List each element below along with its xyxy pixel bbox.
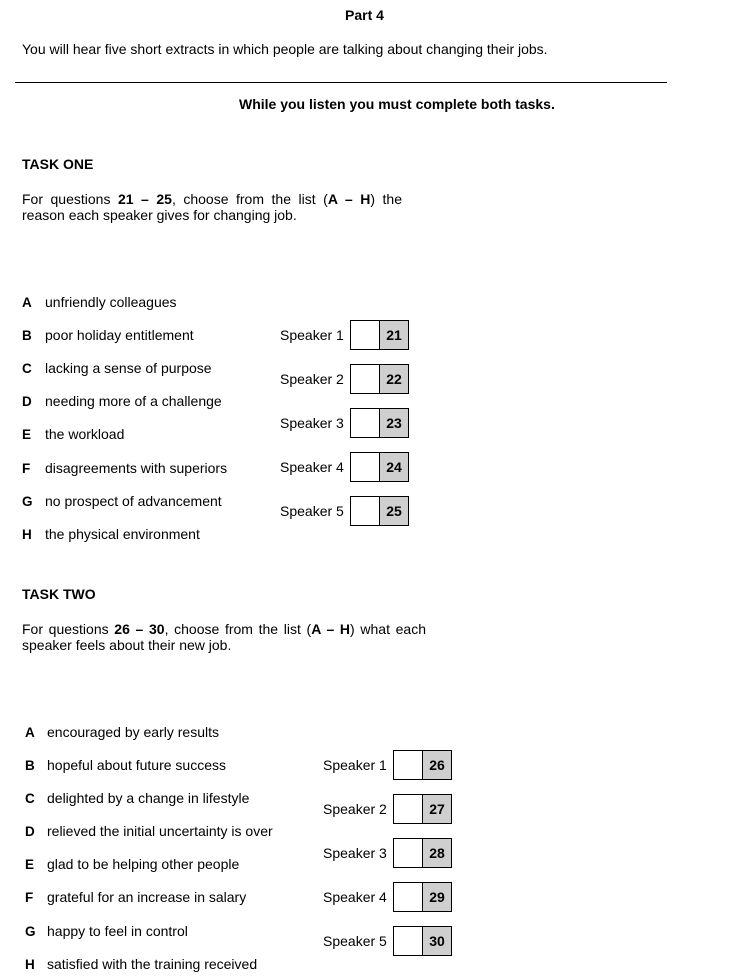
part-title: Part 4 xyxy=(345,7,384,23)
speaker-row xyxy=(323,794,452,824)
option-letter: D xyxy=(22,394,32,409)
instr-mid: , choose from the list ( xyxy=(171,191,328,207)
answer-input[interactable] xyxy=(351,453,380,481)
instr-range: 26 – 30 xyxy=(114,621,165,637)
question-number: 24 xyxy=(380,453,408,481)
option-text: disagreements with superiors xyxy=(45,460,228,476)
speaker-row xyxy=(280,364,409,394)
option-letter: G xyxy=(22,494,33,509)
option-b xyxy=(25,757,35,773)
option-letter: D xyxy=(25,824,35,839)
answer-input[interactable] xyxy=(351,365,380,393)
option-text: grateful for an increase in salary xyxy=(47,889,247,905)
instr-range: 21 – 25 xyxy=(117,191,172,207)
option-h xyxy=(25,956,35,972)
option-letter: E xyxy=(25,857,35,872)
answer-box xyxy=(350,408,409,438)
speaker-label: Speaker 3 xyxy=(280,415,344,431)
question-number: 25 xyxy=(380,497,408,525)
question-number: 28 xyxy=(423,839,451,867)
option-letter: A xyxy=(25,725,35,740)
question-number: 30 xyxy=(423,927,451,955)
answer-input[interactable] xyxy=(394,839,423,867)
question-number: 26 xyxy=(423,751,451,779)
answer-input[interactable] xyxy=(394,795,423,823)
option-a xyxy=(22,294,32,310)
option-text: unfriendly colleagues xyxy=(45,294,177,310)
option-e xyxy=(25,856,34,872)
task-one-instruction xyxy=(22,191,402,223)
option-text: happy to feel in control xyxy=(47,923,188,939)
task-one-heading: TASK ONE xyxy=(22,156,94,172)
speaker-row xyxy=(280,408,409,438)
instr-post: ) the reason each speaker gives for changing job. xyxy=(22,191,402,223)
option-letter: E xyxy=(22,427,32,442)
option-f xyxy=(22,460,30,476)
option-letter: B xyxy=(25,758,35,773)
speaker-row xyxy=(323,882,452,912)
option-text: lacking a sense of purpose xyxy=(45,360,212,376)
option-text: relieved the initial uncertainty is over xyxy=(47,823,273,839)
option-f xyxy=(25,889,33,905)
option-g xyxy=(25,923,36,939)
option-a xyxy=(25,724,35,740)
listen-instruction: While you listen you must complete both tasks. xyxy=(239,96,555,112)
answer-box xyxy=(350,364,409,394)
speaker-row xyxy=(323,838,452,868)
option-text: the workload xyxy=(45,426,125,442)
option-d xyxy=(25,823,35,839)
task-two-heading: TASK TWO xyxy=(22,586,96,602)
instr-letters: A – H xyxy=(311,621,351,637)
instr-pre: For questions xyxy=(22,621,115,637)
option-text: delighted by a change in lifestyle xyxy=(47,790,250,806)
speaker-label: Speaker 5 xyxy=(323,933,387,949)
answer-input[interactable] xyxy=(351,497,380,525)
answer-box xyxy=(393,794,452,824)
option-text: needing more of a challenge xyxy=(45,393,222,409)
option-letter: H xyxy=(25,957,35,972)
question-number: 27 xyxy=(423,795,451,823)
option-text: glad to be helping other people xyxy=(47,856,240,872)
speaker-label: Speaker 2 xyxy=(323,801,387,817)
option-letter: F xyxy=(22,461,31,476)
option-text: no prospect of advancement xyxy=(45,493,222,509)
option-letter: A xyxy=(22,295,32,310)
question-number: 29 xyxy=(423,883,451,911)
option-g xyxy=(22,493,33,509)
answer-input[interactable] xyxy=(394,883,423,911)
option-letter: C xyxy=(25,791,35,806)
option-e xyxy=(22,426,31,442)
option-d xyxy=(22,393,32,409)
speaker-label: Speaker 1 xyxy=(280,327,344,343)
question-number: 23 xyxy=(380,409,408,437)
option-c xyxy=(22,360,32,376)
instr-letters: A – H xyxy=(327,191,371,207)
speaker-row xyxy=(280,452,409,482)
option-letter: B xyxy=(22,328,32,343)
question-number: 22 xyxy=(380,365,408,393)
speaker-label: Speaker 4 xyxy=(280,459,344,475)
instr-pre: For questions xyxy=(22,191,118,207)
speaker-row xyxy=(280,320,409,350)
answer-input[interactable] xyxy=(351,409,380,437)
speaker-label: Speaker 4 xyxy=(323,889,387,905)
question-number: 21 xyxy=(380,321,408,349)
option-h xyxy=(22,526,32,542)
divider xyxy=(15,82,667,83)
speaker-row xyxy=(323,926,452,956)
option-letter: H xyxy=(22,527,32,542)
answer-box xyxy=(350,452,409,482)
answer-box xyxy=(350,320,409,350)
speaker-label: Speaker 5 xyxy=(280,503,344,519)
option-text: encouraged by early results xyxy=(47,724,219,740)
answer-input[interactable] xyxy=(351,321,380,349)
option-letter: F xyxy=(25,890,34,905)
option-c xyxy=(25,790,35,806)
answer-box xyxy=(350,496,409,526)
option-b xyxy=(22,327,32,343)
option-text: satisfied with the training received xyxy=(47,956,258,972)
speaker-row xyxy=(280,496,409,526)
speaker-label: Speaker 2 xyxy=(280,371,344,387)
option-text: poor holiday entitlement xyxy=(45,327,194,343)
option-letter: C xyxy=(22,361,32,376)
option-text: the physical environment xyxy=(45,526,200,542)
speaker-label: Speaker 3 xyxy=(323,845,387,861)
answer-input[interactable] xyxy=(394,751,423,779)
option-text: hopeful about future success xyxy=(47,757,227,773)
answer-input[interactable] xyxy=(394,927,423,955)
instr-mid: , choose from the list ( xyxy=(164,621,312,637)
answer-box xyxy=(393,838,452,868)
answer-box xyxy=(393,926,452,956)
answer-box xyxy=(393,750,452,780)
task-two-instruction xyxy=(22,621,426,653)
speaker-label: Speaker 1 xyxy=(323,757,387,773)
option-letter: G xyxy=(25,924,36,939)
answer-box xyxy=(393,882,452,912)
speaker-row xyxy=(323,750,452,780)
intro-text: You will hear five short extracts in which people are talking about changing their jobs. xyxy=(22,41,548,57)
instr-post: ) what each speaker feels about their new job. xyxy=(22,621,426,653)
